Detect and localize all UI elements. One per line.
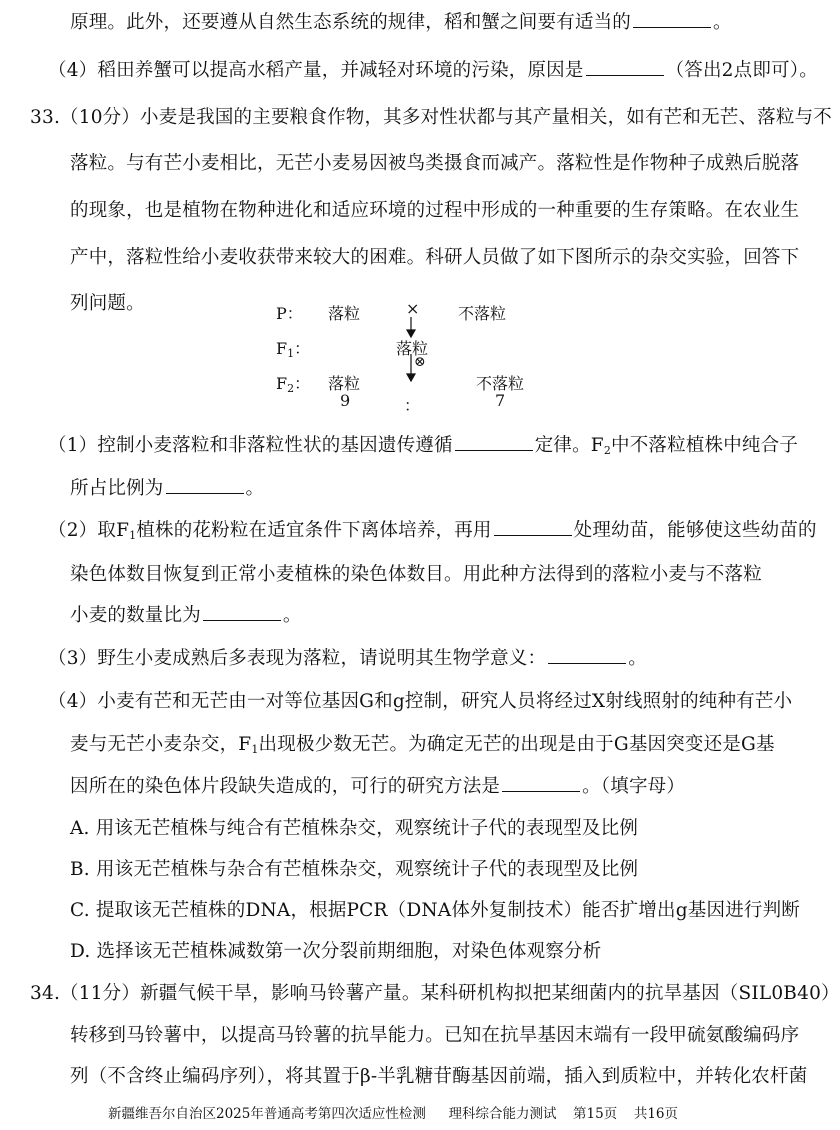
text-line: 产中，落粒性给小麦收获带来较大的困难。科研人员做了如下图所示的杂交实验，回答下 [70, 247, 800, 268]
f2-right-phenotype: 不落粒 [476, 374, 525, 393]
f2-left-phenotype: 落粒 [328, 374, 361, 393]
answer-blank[interactable] [166, 475, 244, 494]
text-line: 小麦的数量比为 。 [70, 601, 302, 627]
text-line: 染色体数目恢复到正常小麦植株的染色体数目。用此种方法得到的落粒小麦与不落粒 [70, 564, 762, 585]
p-parent-left: 落粒 [328, 304, 361, 323]
ratio-left: 9 [340, 391, 351, 410]
exam-title: 新疆维吾尔自治区2025年普通高考第四次适应性检测 [108, 1106, 426, 1122]
p-label: P： [276, 304, 303, 323]
question-34-heading: 34.（11分）新疆气候干旱，影响马铃薯产量。某科研机构拟把某细菌内的抗旱基因（SIL0B40） [30, 983, 840, 1004]
exam-subject: 理科综合能力测试 [448, 1106, 557, 1122]
text-line: 所占比例为 。 [70, 474, 264, 500]
f1-label: $F_1$： [276, 339, 311, 360]
question-4-text: （4）稻田养蟹可以提高水稻产量，并减轻对环境的污染，原因是 （答出2点即可）。 [48, 56, 818, 82]
text-line: 落粒。与有芒小麦相比，无芒小麦易因被鸟类摄食而减产。落粒性是作物种子成熟后脱落 [70, 153, 800, 174]
text-line: 原理。此外，还要遵从自然生态系统的规律，稻和蟹之间要有适当的 。 [70, 8, 732, 34]
option-a[interactable]: A. 用该无芒植株与纯合有芒植株杂交，观察统计子代的表现型及比例 [70, 818, 639, 839]
question-33-heading: 33.（10分）小麦是我国的主要粮食作物，其多对性状都与其产量相关，如有芒和无芒、落粒与不 [30, 107, 832, 128]
cross-sign: × [406, 299, 420, 318]
option-c[interactable]: C. 提取该无芒植株的DNA，根据PCR（DNA体外复制技术）能否扩增出g基因进行判断 [70, 900, 800, 921]
p-parent-right: 不落粒 [458, 304, 507, 323]
answer-blank[interactable] [203, 602, 281, 621]
text-line: 列问题。 [70, 293, 145, 314]
option-d[interactable]: D. 选择该无芒植株减数第一次分裂前期细胞，对染色体观察分析 [70, 941, 602, 962]
ratio-right: 7 [495, 391, 506, 410]
answer-blank[interactable] [633, 9, 711, 28]
text-line: 列（不含终止编码序列），将其置于β-半乳糖苷酶基因前端，插入到质粒中，并转化农杆菌 [70, 1066, 808, 1087]
f1-value: 落粒 [396, 339, 429, 358]
subquestion-4: （4）小麦有芒和无芒由一对等位基因G和g控制，研究人员将经过X射线照射的纯种有芒小 [48, 691, 793, 712]
subquestion-3: （3）野生小麦成熟后多表现为落粒，请说明其生物学意义： 。 [48, 644, 647, 670]
page-total: 共16页 [633, 1106, 679, 1122]
answer-blank[interactable] [548, 645, 626, 664]
answer-blank[interactable] [586, 57, 664, 76]
text-line: 的现象，也是植物在物种进化和适应环境的过程中形成的一种重要的生存策略。在农业生 [70, 200, 800, 221]
page-footer [108, 1102, 678, 1122]
text-line: 麦与无芒小麦杂交，$F_1$出现极少数无芒。为确定无芒的出现是由于G基因突变还是G基 [70, 734, 775, 756]
subquestion-2: （2）取$F_1$植株的花粉粒在适宜条件下离体培养，再用 处理幼苗，能够使这些幼苗的 [48, 516, 817, 542]
answer-blank[interactable] [502, 773, 580, 792]
answer-blank[interactable] [494, 517, 572, 536]
text-line: 因所在的染色体片段缺失造成的，可行的研究方法是 。（填字母） [70, 772, 685, 798]
answer-blank[interactable] [455, 432, 533, 451]
option-b[interactable]: B. 用该无芒植株与杂合有芒植株杂交，观察统计子代的表现型及比例 [70, 859, 639, 880]
ratio-separator: ： [404, 396, 421, 415]
f2-label: $F_2$： [276, 374, 311, 395]
text-line: 转移到马铃薯中，以提高马铃薯的抗旱能力。已知在抗旱基因末端有一段甲硫氨酸编码序 [70, 1025, 800, 1046]
selfing-sign: ⊗ [414, 354, 426, 370]
subquestion-1: （1）控制小麦落粒和非落粒性状的基因遗传遵循 定律。$F_2$中不落粒植株中纯合子 [48, 431, 798, 457]
arrow-head [407, 374, 415, 381]
page-number: 第15页 [573, 1106, 618, 1122]
